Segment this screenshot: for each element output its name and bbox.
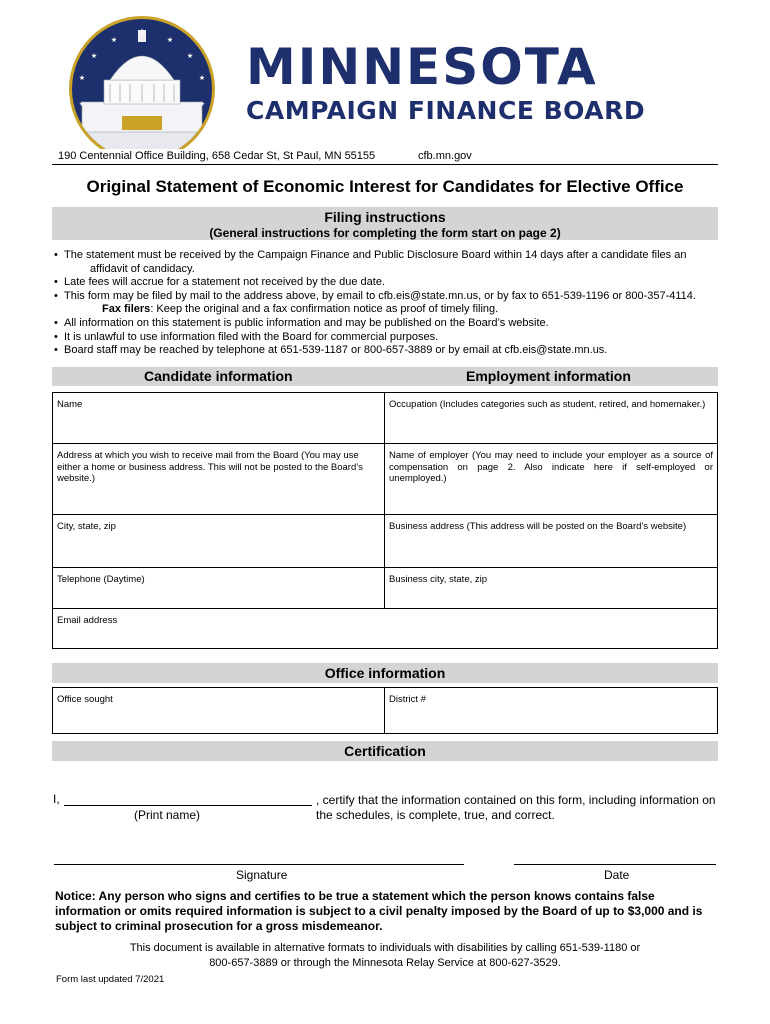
certification-prefix: I, <box>53 792 60 806</box>
svg-text:★: ★ <box>78 101 86 108</box>
office-section-title: Office information <box>324 665 446 681</box>
office-sought-field[interactable]: Office sought <box>53 688 385 733</box>
date-label: Date <box>604 868 630 882</box>
business-address-field[interactable]: Business address (This address will be posted on the Board’s website) <box>389 521 687 532</box>
list-item: • All information on this statement is public information and may be published on the Board’s website. <box>54 317 718 331</box>
certification-statement: , certify that the information contained on this form, including information on the schedules, is complete, true, and correct. <box>316 793 716 822</box>
print-name-line[interactable] <box>64 805 312 806</box>
filing-instructions-header <box>52 207 718 240</box>
certification-header <box>52 741 718 761</box>
business-city-field[interactable]: Business city, state, zip <box>389 574 488 585</box>
website: cfb.mn.gov <box>418 150 472 162</box>
letterhead <box>0 0 770 160</box>
fax-filers-label: Fax filers <box>102 303 151 316</box>
telephone-field[interactable]: Telephone (Daytime) <box>53 568 385 608</box>
employer-field[interactable]: Name of employer (You may need to include your employer as a source of compensation on page 2. Also indicate here if self-employed or unemployed.) <box>389 450 713 484</box>
svg-text:★: ★ <box>186 53 194 60</box>
signature-label: Signature <box>236 868 288 882</box>
office-form-grid <box>52 687 718 734</box>
mailing-address: 190 Centennial Office Building, 658 Cedar St, St Paul, MN 55155 <box>58 150 376 162</box>
list-item: • It is unlawful to use information filed with the Board for commercial purposes. <box>54 331 718 345</box>
alternative-formats-note: This document is available in alternative formats to individuals with disabilities by calling 651-539-1180 or 800-657-3889 or through the Minnesota Relay Service at 800-627-3529. <box>129 942 641 969</box>
form-title: Original Statement of Economic Interest for Candidates for Elective Office <box>86 177 684 196</box>
occupation-field[interactable]: Occupation (Includes categories such as student, retired, and homemaker.) <box>389 399 706 410</box>
svg-text:★: ★ <box>90 53 98 60</box>
candidate-section-title: Candidate information <box>144 368 293 384</box>
email-field[interactable]: Email address <box>57 615 118 626</box>
name-field[interactable]: Name <box>53 393 385 443</box>
candidate-form-grid <box>52 392 718 649</box>
svg-text:★: ★ <box>166 37 174 44</box>
address-row <box>52 148 718 165</box>
svg-text:★: ★ <box>78 75 86 82</box>
instruction-list <box>54 249 718 358</box>
mail-address-field[interactable]: Address at which you wish to receive mail from the Board (You may use either a home or business address. This will not be posted to the Board’s website.) <box>53 444 385 514</box>
list-item: • Board staff may be reached by telephone at 651-539-1187 or 800-657-3889 or by email at cfb.eis@state.mn.us. <box>54 344 718 358</box>
svg-text:★: ★ <box>138 27 146 36</box>
form-updated-date: Form last updated 7/2021 <box>56 974 165 985</box>
district-field[interactable]: District # <box>389 694 426 705</box>
print-name-label: (Print name) <box>134 808 201 822</box>
capitol-seal-logo <box>52 14 232 149</box>
city-state-zip-field[interactable]: City, state, zip <box>53 515 385 567</box>
certification-section-title: Certification <box>344 743 426 759</box>
svg-text:★: ★ <box>198 101 206 108</box>
org-name: MINNESOTA <box>246 38 598 96</box>
svg-text:★: ★ <box>198 75 206 82</box>
list-item: • The statement must be received by the Campaign Finance and Public Disclosure Board within 14 days after a candidate files an affidavit of candidacy. <box>54 249 718 276</box>
candidate-employment-header <box>52 367 718 386</box>
org-subtitle: CAMPAIGN FINANCE BOARD <box>246 96 646 125</box>
list-item: • Late fees will accrue for a statement not received by the due date. <box>54 276 718 290</box>
office-information-header <box>52 663 718 683</box>
svg-text:★: ★ <box>110 37 118 44</box>
legal-notice: Notice: Any person who signs and certifies to be true a statement which the person knows contains false information or omits required information is subject to a civil penalty imposed by the Board of up to $3,000 and is subject to criminal prosecution for a gross misdemeanor. <box>55 889 703 933</box>
employment-section-title: Employment information <box>466 368 631 384</box>
signature-line[interactable] <box>54 864 464 865</box>
filing-subheading: (General instructions for completing the form start on page 2) <box>209 226 561 240</box>
list-item: • This form may be filed by mail to the address above, by email to cfb.eis@state.mn.us, or by fax to 651-539-1196 or 800-357-4114. Fax filers: Keep the original and a fax confirmation notice as proof of timely filing. <box>54 290 718 317</box>
date-line[interactable] <box>514 864 716 865</box>
filing-heading: Filing instructions <box>324 209 446 225</box>
